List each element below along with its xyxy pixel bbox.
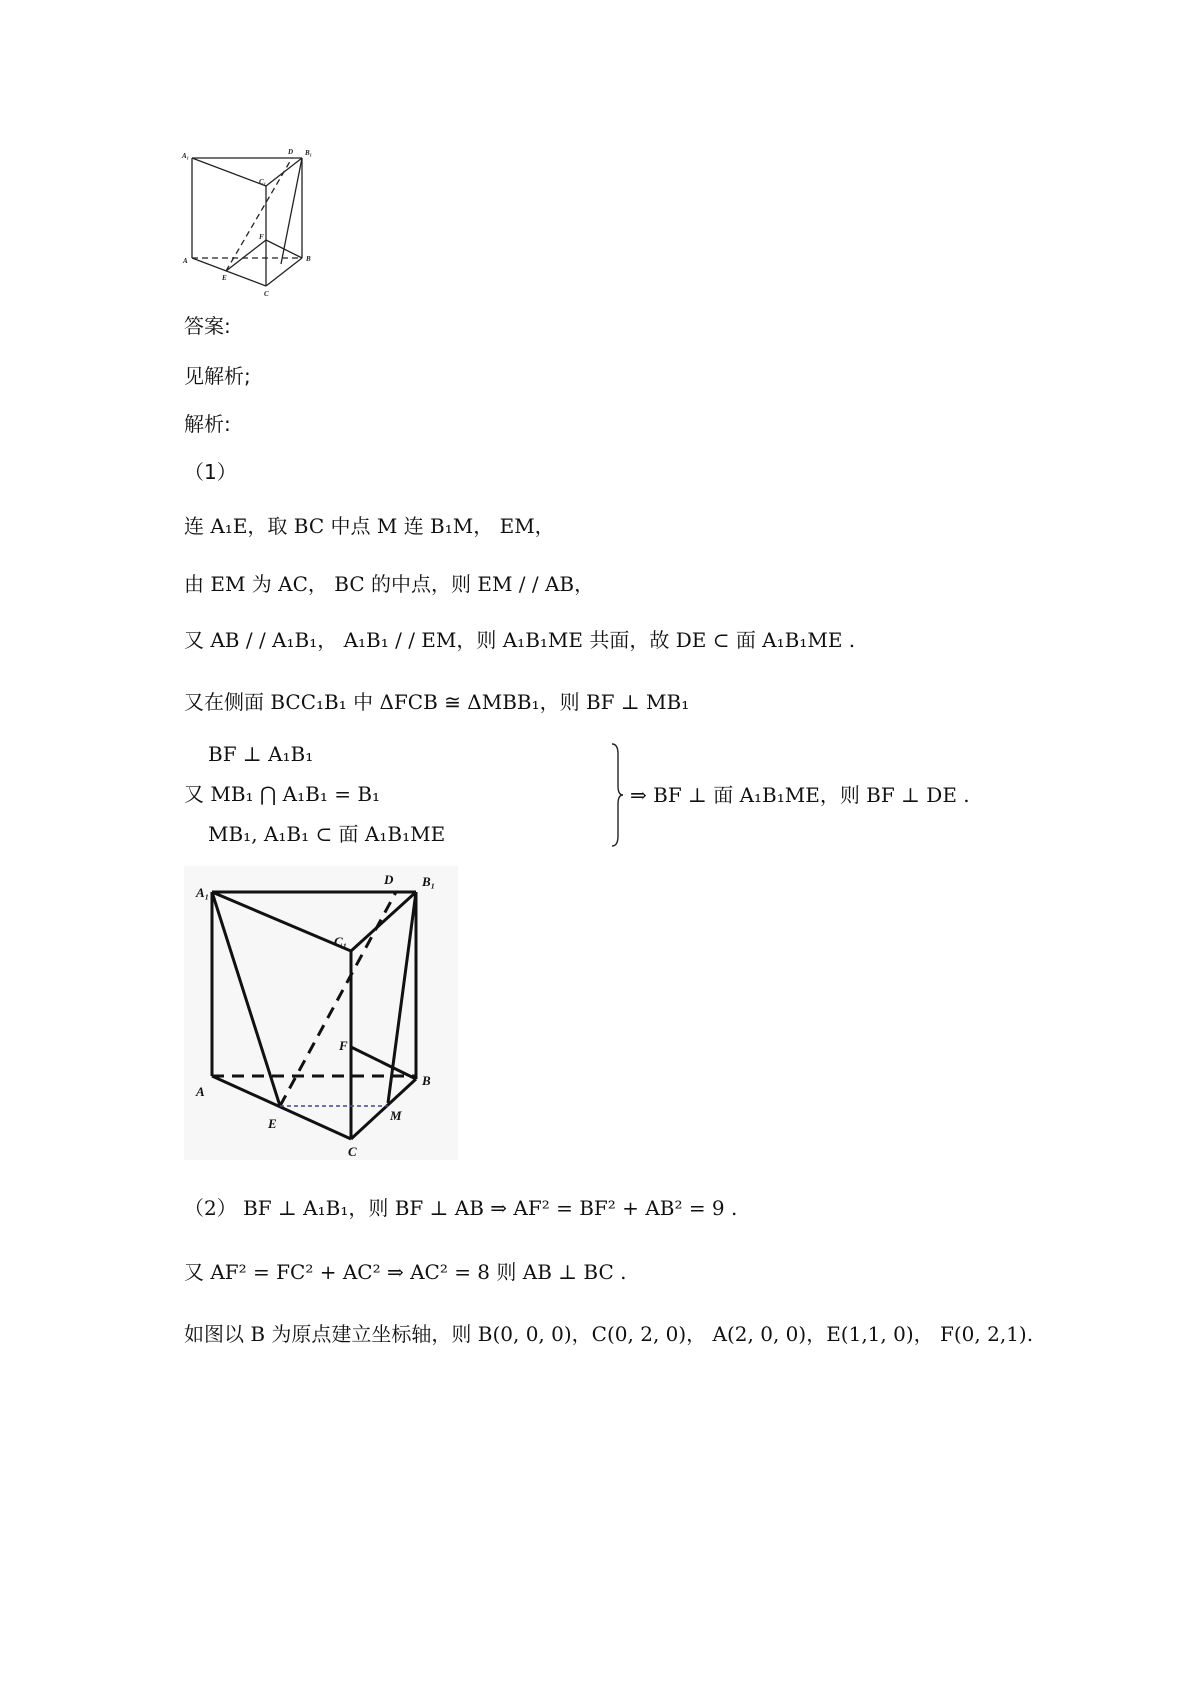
- analysis-label: 解析:: [184, 412, 231, 436]
- proof-row-1: BF ⊥ A₁B₁: [208, 742, 314, 766]
- part-one-heading: （1）: [184, 460, 237, 484]
- solution-line-6: 又 AF² = FC² + AC² ⇒ AC² = 8 则 AB ⊥ BC .: [184, 1260, 627, 1284]
- prism-figure-large: [184, 866, 458, 1160]
- label-c: C: [348, 1144, 357, 1159]
- label-d: D: [288, 148, 294, 156]
- label-d: D: [384, 872, 394, 887]
- label-f: F: [339, 1038, 348, 1053]
- solution-line-3: 又 AB / / A₁B₁， A₁B₁ / / EM，则 A₁B₁ME 共面，故 DE ⊂ 面 A₁B₁ME .: [184, 628, 856, 652]
- edge-a1-c1: [192, 158, 266, 186]
- solution-line-2: 由 EM 为 AC， BC 的中点，则 EM / / AB，: [184, 572, 595, 596]
- proof-row-2: 又 MB₁ ⋂ A₁B₁ = B₁: [184, 782, 381, 806]
- label-e: E: [222, 274, 227, 282]
- label-a: A: [183, 257, 188, 265]
- label-c1: C₁: [334, 934, 348, 949]
- label-b: B: [422, 1073, 431, 1088]
- proof-row-3: MB₁, A₁B₁ ⊂ 面 A₁B₁ME: [208, 822, 446, 846]
- right-brace: [610, 740, 624, 850]
- label-a: A: [196, 1084, 205, 1099]
- solution-line-7: 如图以 B 为原点建立坐标轴，则 B(0, 0, 0)，C(0, 2, 0)， A(2, 0, 0)，E(1,1, 0)， F(0, 2,1).: [184, 1322, 1034, 1346]
- label-c1: C₁: [259, 178, 267, 186]
- proof-system: [184, 740, 970, 850]
- solution-line-5: （2） BF ⊥ A₁B₁，则 BF ⊥ AB ⇒ AF² = BF² + AB² = 9 .: [184, 1196, 738, 1220]
- label-b1: B₁: [422, 874, 436, 889]
- label-a1: A₁: [182, 152, 190, 160]
- edge-a-c: [192, 258, 266, 286]
- label-a1: A₁: [196, 885, 210, 900]
- answer-label: 答案:: [184, 314, 231, 338]
- label-e: E: [268, 1116, 277, 1131]
- edge-b1-line: [281, 158, 302, 264]
- label-f: F: [259, 233, 264, 241]
- label-b: B: [306, 255, 311, 263]
- solution-line-1: 连 A₁E，取 BC 中点 M 连 B₁M， EM，: [184, 514, 555, 538]
- proof-conclusion: ⇒ BF ⊥ 面 A₁B₁ME，则 BF ⊥ DE .: [630, 783, 970, 807]
- label-c: C: [264, 290, 269, 298]
- prism-figure-small: [180, 148, 330, 303]
- answer-value: 见解析;: [184, 364, 251, 388]
- edge-c-b: [266, 258, 302, 286]
- label-b1: B₁: [305, 149, 313, 157]
- solution-line-4: 又在侧面 BCC₁B₁ 中 ΔFCB ≅ ΔMBB₁，则 BF ⊥ MB₁: [184, 690, 690, 714]
- label-m: M: [390, 1108, 402, 1123]
- edge-e-f: [226, 240, 266, 271]
